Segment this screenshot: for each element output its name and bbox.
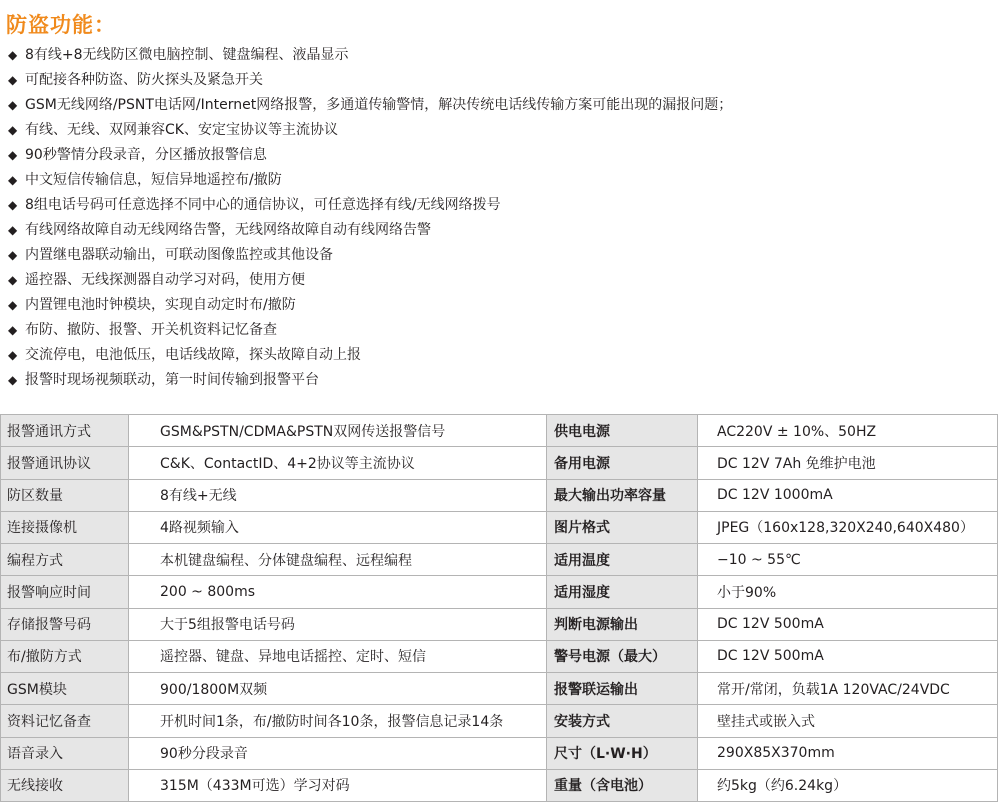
table-row xyxy=(1,511,998,543)
feature-item xyxy=(8,268,732,293)
spec-value: 290X85X370mm xyxy=(698,737,998,769)
table-row xyxy=(1,769,998,801)
spec-value: 遥控器、键盘、异地电话摇控、定时、短信 xyxy=(129,640,547,672)
spec-label: 防区数量 xyxy=(1,479,129,511)
table-row xyxy=(1,447,998,479)
feature-text: 布防、撤防、报警、开关机资料记忆备查 xyxy=(25,322,277,338)
spec-value: −10 ~ 55℃ xyxy=(698,544,998,576)
spec-label: 报警通讯协议 xyxy=(1,447,129,479)
feature-item xyxy=(8,293,732,318)
spec-label: 编程方式 xyxy=(1,544,129,576)
spec-label: 重量（含电池） xyxy=(547,769,698,801)
diamond-bullet-icon: ◆ xyxy=(8,123,18,137)
spec-label: 判断电源输出 xyxy=(547,608,698,640)
diamond-bullet-icon: ◆ xyxy=(8,148,18,162)
spec-value: 4路视频输入 xyxy=(129,511,547,543)
spec-label: 图片格式 xyxy=(547,511,698,543)
spec-value: 小于90% xyxy=(698,576,998,608)
spec-label: 适用湿度 xyxy=(547,576,698,608)
spec-label: 报警联运输出 xyxy=(547,673,698,705)
feature-text: 可配接各种防盗、防火探头及紧急开关 xyxy=(25,72,263,88)
feature-text: 内置继电器联动输出，可联动图像监控或其他设备 xyxy=(25,247,333,263)
spec-label: 报警响应时间 xyxy=(1,576,129,608)
spec-table xyxy=(0,414,998,802)
feature-item xyxy=(8,218,732,243)
spec-value: 壁挂式或嵌入式 xyxy=(698,705,998,737)
table-row xyxy=(1,415,998,447)
feature-item xyxy=(8,118,732,143)
spec-value: 常开/常闭，负载1A 120VAC/24VDC xyxy=(698,673,998,705)
feature-item xyxy=(8,318,732,343)
table-row xyxy=(1,705,998,737)
spec-value: DC 12V 1000mA xyxy=(698,479,998,511)
feature-text: 8有线+8无线防区微电脑控制、键盘编程、液晶显示 xyxy=(25,47,349,63)
feature-item xyxy=(8,243,732,268)
table-row xyxy=(1,576,998,608)
feature-text: 有线、无线、双网兼容CK、安定宝协议等主流协议 xyxy=(25,122,338,138)
diamond-bullet-icon: ◆ xyxy=(8,98,18,112)
spec-value: AC220V ± 10%、50HZ xyxy=(698,415,998,447)
feature-text: 中文短信传输信息，短信异地遥控布/撤防 xyxy=(25,172,282,188)
feature-item xyxy=(8,68,732,93)
spec-label: 存储报警号码 xyxy=(1,608,129,640)
spec-label: 安装方式 xyxy=(547,705,698,737)
feature-text: 8组电话号码可任意选择不同中心的通信协议，可任意选择有线/无线网络拨号 xyxy=(25,197,501,213)
diamond-bullet-icon: ◆ xyxy=(8,73,18,87)
feature-item xyxy=(8,193,732,218)
spec-table-body xyxy=(1,415,998,802)
feature-text: 交流停电，电池低压，电话线故障，探头故障自动上报 xyxy=(25,347,361,363)
feature-item xyxy=(8,43,732,68)
spec-value: DC 12V 500mA xyxy=(698,640,998,672)
diamond-bullet-icon: ◆ xyxy=(8,273,18,287)
feature-text: 有线网络故障自动无线网络告警，无线网络故障自动有线网络告警 xyxy=(25,222,431,238)
spec-value: 大于5组报警电话号码 xyxy=(129,608,547,640)
table-row xyxy=(1,544,998,576)
spec-value: 900/1800M双频 xyxy=(129,673,547,705)
diamond-bullet-icon: ◆ xyxy=(8,223,18,237)
spec-value: 200 ~ 800ms xyxy=(129,576,547,608)
spec-value: 90秒分段录音 xyxy=(129,737,547,769)
spec-value: 约5kg（约6.24kg） xyxy=(698,769,998,801)
spec-label: 语音录入 xyxy=(1,737,129,769)
spec-label: 最大输出功率容量 xyxy=(547,479,698,511)
table-row xyxy=(1,479,998,511)
spec-label: 警号电源（最大） xyxy=(547,640,698,672)
feature-list xyxy=(8,43,732,393)
feature-text: 遥控器、无线探测器自动学习对码，使用方便 xyxy=(25,272,305,288)
feature-item xyxy=(8,168,732,193)
diamond-bullet-icon: ◆ xyxy=(8,48,18,62)
spec-label: 备用电源 xyxy=(547,447,698,479)
feature-text: 内置锂电池时钟模块，实现自动定时布/撤防 xyxy=(25,297,296,313)
spec-value: JPEG（160x128,320X240,640X480） xyxy=(698,511,998,543)
feature-text: GSM无线网络/PSNT电话网/Internet网络报警，多通道传输警情，解决传统电话线传输方案可能出现的漏报问题； xyxy=(25,97,733,113)
diamond-bullet-icon: ◆ xyxy=(8,298,18,312)
table-row xyxy=(1,640,998,672)
spec-label: GSM模块 xyxy=(1,673,129,705)
diamond-bullet-icon: ◆ xyxy=(8,348,18,362)
spec-label: 无线接收 xyxy=(1,769,129,801)
diamond-bullet-icon: ◆ xyxy=(8,248,18,262)
spec-value: 8有线+无线 xyxy=(129,479,547,511)
spec-label: 连接摄像机 xyxy=(1,511,129,543)
spec-label: 供电电源 xyxy=(547,415,698,447)
diamond-bullet-icon: ◆ xyxy=(8,323,18,337)
diamond-bullet-icon: ◆ xyxy=(8,173,18,187)
spec-value: 本机键盘编程、分体键盘编程、远程编程 xyxy=(129,544,547,576)
section-title: 防盗功能： xyxy=(6,13,116,37)
spec-value: C&K、ContactID、4+2协议等主流协议 xyxy=(129,447,547,479)
spec-value: DC 12V 7Ah 免维护电池 xyxy=(698,447,998,479)
diamond-bullet-icon: ◆ xyxy=(8,373,18,387)
feature-item xyxy=(8,93,732,118)
feature-item xyxy=(8,368,732,393)
spec-label: 报警通讯方式 xyxy=(1,415,129,447)
spec-label: 资料记忆备查 xyxy=(1,705,129,737)
spec-value: 开机时间1条，布/撤防时间各10条，报警信息记录14条 xyxy=(129,705,547,737)
feature-text: 90秒警情分段录音，分区播放报警信息 xyxy=(25,147,267,163)
spec-label: 适用温度 xyxy=(547,544,698,576)
spec-value: GSM&PSTN/CDMA&PSTN双网传送报警信号 xyxy=(129,415,547,447)
table-row xyxy=(1,737,998,769)
feature-item xyxy=(8,143,732,168)
spec-label: 布/撤防方式 xyxy=(1,640,129,672)
spec-label: 尺寸（L·W·H） xyxy=(547,737,698,769)
diamond-bullet-icon: ◆ xyxy=(8,198,18,212)
table-row xyxy=(1,673,998,705)
spec-value: DC 12V 500mA xyxy=(698,608,998,640)
feature-text: 报警时现场视频联动，第一时间传输到报警平台 xyxy=(25,372,319,388)
table-row xyxy=(1,608,998,640)
feature-item xyxy=(8,343,732,368)
spec-value: 315M（433M可选）学习对码 xyxy=(129,769,547,801)
